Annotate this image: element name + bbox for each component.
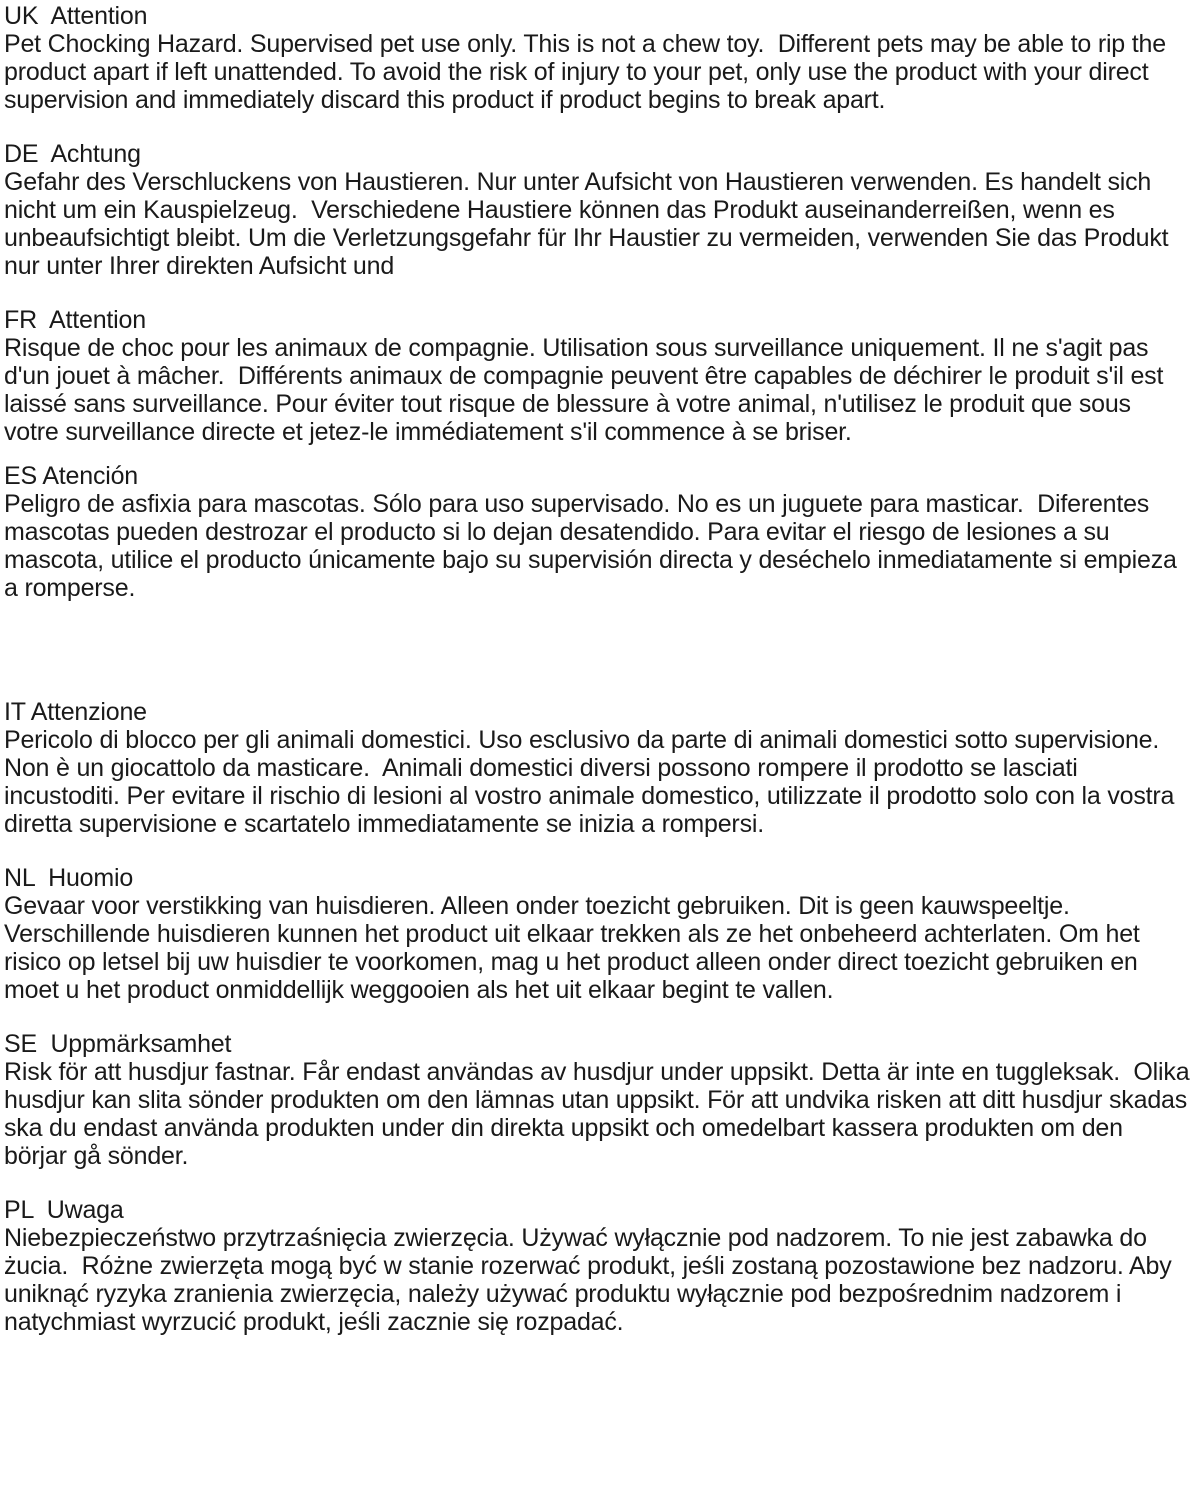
warning-section-uk bbox=[4, 2, 1191, 114]
section-body-es: Peligro de asfixia para mascotas. Sólo para uso supervisado. No es un juguete para masticar. Diferentes mascotas pueden destrozar el producto si lo dejan desatendido. Para evitar el riesgo de lesiones a su mascota, utilice el producto únicamente bajo su supervisión directa y deséchelo inmediatamente si empieza a romperse. bbox=[4, 490, 1184, 602]
section-body-de: Gefahr des Verschluckens von Haustieren. Nur unter Aufsicht von Haustieren verwenden. Es handelt sich nicht um ein Kauspielzeug. Verschiedene Haustiere können das Produkt auseinanderreißen, wenn es unbeaufsichtigt bleibt. Um die Verletzungsgefahr für Ihr Haustier zu vermeiden, verwenden Sie das Produkt nur unter Ihrer direkten Aufsicht und bbox=[4, 168, 1176, 280]
section-heading-de: DE Achtung bbox=[4, 140, 141, 168]
section-heading-it: IT Attenzione bbox=[4, 698, 147, 726]
warning-section-de bbox=[4, 140, 1191, 280]
section-heading-pl: PL Uwaga bbox=[4, 1196, 124, 1224]
section-body-se: Risk för att husdjur fastnar. Får endast användas av husdjur under uppsikt. Detta är inte en tuggleksak. Olika husdjur kan slita sönder produkten om den lämnas utan uppsikt. För att undvika risken att ditt husdjur skadas ska du endast använda produkten under din direkta uppsikt och omedelbart kassera produkten om den börjar gå sönder. bbox=[4, 1058, 1197, 1170]
section-heading-es: ES Atención bbox=[4, 462, 139, 490]
section-body-it: Pericolo di blocco per gli animali domestici. Uso esclusivo da parte di animali domestici sotto supervisione. Non è un giocattolo da masticare. Animali domestici diversi possono rompere il prodotto se lasciati incustoditi. Per evitare il rischio di lesioni al vostro animale domestico, utilizzate il prodotto solo con la vostra diretta supervisione e scartatelo immediatamente se inizia a rompersi. bbox=[4, 726, 1181, 838]
section-heading-fr: FR Attention bbox=[4, 306, 146, 334]
section-heading-nl: NL Huomio bbox=[4, 864, 134, 892]
section-heading-se: SE Uppmärksamhet bbox=[4, 1030, 232, 1058]
section-heading-uk: UK Attention bbox=[4, 2, 148, 30]
section-body-nl: Gevaar voor verstikking van huisdieren. Alleen onder toezicht gebruiken. Dit is geen kauwspeeltje. Verschillende huisdieren kunnen het product uit elkaar trekken als ze het onbeheerd achterlaten. Om het risico op letsel bij uw huisdier te voorkomen, mag u het product alleen onder direct toezicht gebruiken en moet u het product onmiddellijk weggooien als het uit elkaar begint te vallen. bbox=[4, 892, 1147, 1004]
section-body-uk: Pet Chocking Hazard. Supervised pet use only. This is not a chew toy. Different pets may be able to rip the product apart if left unattended. To avoid the risk of injury to your pet, only use the product with your direct supervision and immediately discard this product if product begins to break apart. bbox=[4, 30, 1173, 114]
warning-section-se bbox=[4, 1030, 1197, 1170]
section-body-fr: Risque de choc pour les animaux de compagnie. Utilisation sous surveillance uniquement. Il ne s'agit pas d'un jouet à mâcher. Différents animaux de compagnie peuvent être capables de déchirer le produit s'il est laissé sans surveillance. Pour éviter tout risque de blessure à votre animal, n'utilisez le produit que sous votre surveillance directe et jetez-le immédiatement s'il commence à se briser. bbox=[4, 334, 1170, 446]
section-body-pl: Niebezpieczeństwo przytrzaśnięcia zwierzęcia. Używać wyłącznie pod nadzorem. To nie jest zabawka do żucia. Różne zwierzęta mogą być w stanie rozerwać produkt, jeśli zostaną pozostawione bez nadzoru. Aby uniknąć ryzyka zranienia zwierzęcia, należy używać produktu wyłącznie pod bezpośrednim nadzorem i natychmiast wyrzucić produkt, jeśli zacznie się rozpadać. bbox=[4, 1224, 1179, 1336]
warning-section-nl bbox=[4, 864, 1191, 1004]
warning-section-it bbox=[4, 698, 1191, 838]
warning-section-pl bbox=[4, 1196, 1191, 1336]
warning-section-es bbox=[4, 462, 1191, 602]
warning-section-fr bbox=[4, 306, 1191, 446]
